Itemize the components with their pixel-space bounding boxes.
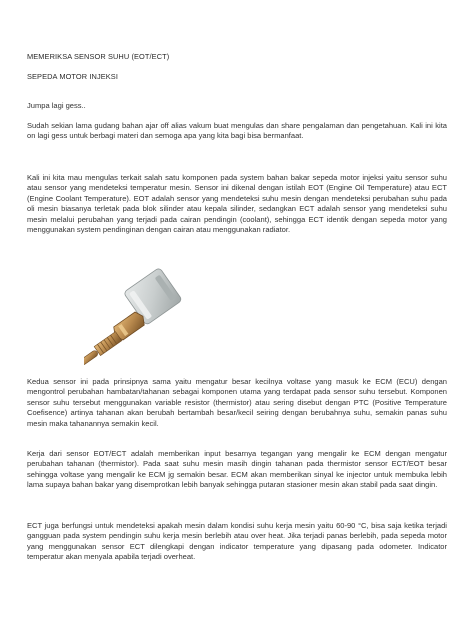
temperature-sensor-photo — [84, 268, 194, 368]
paragraph-sensor-definition: Kali ini kita mau mengulas terkait salah satu komponen pada system bahan bakar sepeda motor injeksi yaitu sensor suhu atau sensor yang mendeteksi temperatur mesin. Sensor ini dikenal dengan istilah EOT (Engine Oil Temperature) atau ECT (Engine Coolant Temperature). EOT adalah sensor yang mendeteksi suhu mesin dengan mendeteksi perubahan suhu pada oli mesin biasanya terletak pada blok silinder atau kepala silinder, sedangkan ECT adalah sensor yang mendeteksi suhu mesin melalui perubahan yang terjadi pada cairan pendingin (coolant), sehingga ECT identik dengan sepeda motor yang menggunakan system pendinginan dengan cairan atau menggunakan radiator. — [27, 173, 447, 235]
paragraph-intro: Sudah sekian lama gudang bahan ajar off alias vakum buat mengulas dan share pengalaman dan pengetahuan. Kali ini kita on lagi gess untuk berbagi materi dan semoga apa yang kita bagi bisa bermanfaat. — [27, 121, 447, 141]
temperature-sensor-illustration — [84, 268, 194, 368]
greeting: Jumpa lagi gess.. — [27, 101, 86, 110]
document-subtitle: SEPEDA MOTOR INJEKSI — [27, 72, 118, 81]
paragraph-principle: Kedua sensor ini pada prinsipnya sama yaitu mengatur besar kecilnya voltase yang masuk ke ECM (ECU) dengan mengontrol perubahan hambatan/tahanan sebagai komponen utama yang terdapat pada sensor suhu tersebut. Komponen sensor suhu tersebut menggunakan variable resistor (thermistor) atau sering disebut dengan PTC (Positive Temperature Coefisence) artinya tahanan akan berubah bertambah besar/kecil seiring dengan berubahnya suhu, semakin panas suhu mesin maka tahanannya semakin kecil. — [27, 377, 447, 428]
paragraph-operation: Kerja dari sensor EOT/ECT adalah memberikan input besarnya tegangan yang mengalir ke ECM dengan mengatur perubahan tahanan (thermistor). Pada saat suhu mesin masih dingin tahanan pada thermistor sensor ECT/EOT besar sehingga voltase yang mengalir ke ECM jg semakin besar. ECM akan memberikan sinyal ke injector untuk membuka lebih lama supaya bahan bakar yang disemprotkan lebih banyak sehingga putaran stasioner mesin akan stabil pada saat dingin. — [27, 449, 447, 490]
paragraph-overheat: ECT juga berfungsi untuk mendeteksi apakah mesin dalam kondisi suhu kerja mesin yaitu 60-90 °C, bisa saja ketika terjadi gangguan pada system pendingin suhu kerja mesin berlebih atau over heat. Jika terjadi panas berlebih, pada sepeda motor yang menggunakan sensor ECT dilengkapi dengan indicator temperature yang dipasang pada odometer. Indicator temperatur akan menyala apabila terjadi overheat. — [27, 521, 447, 562]
document-title: MEMERIKSA SENSOR SUHU (EOT/ECT) — [27, 52, 170, 61]
